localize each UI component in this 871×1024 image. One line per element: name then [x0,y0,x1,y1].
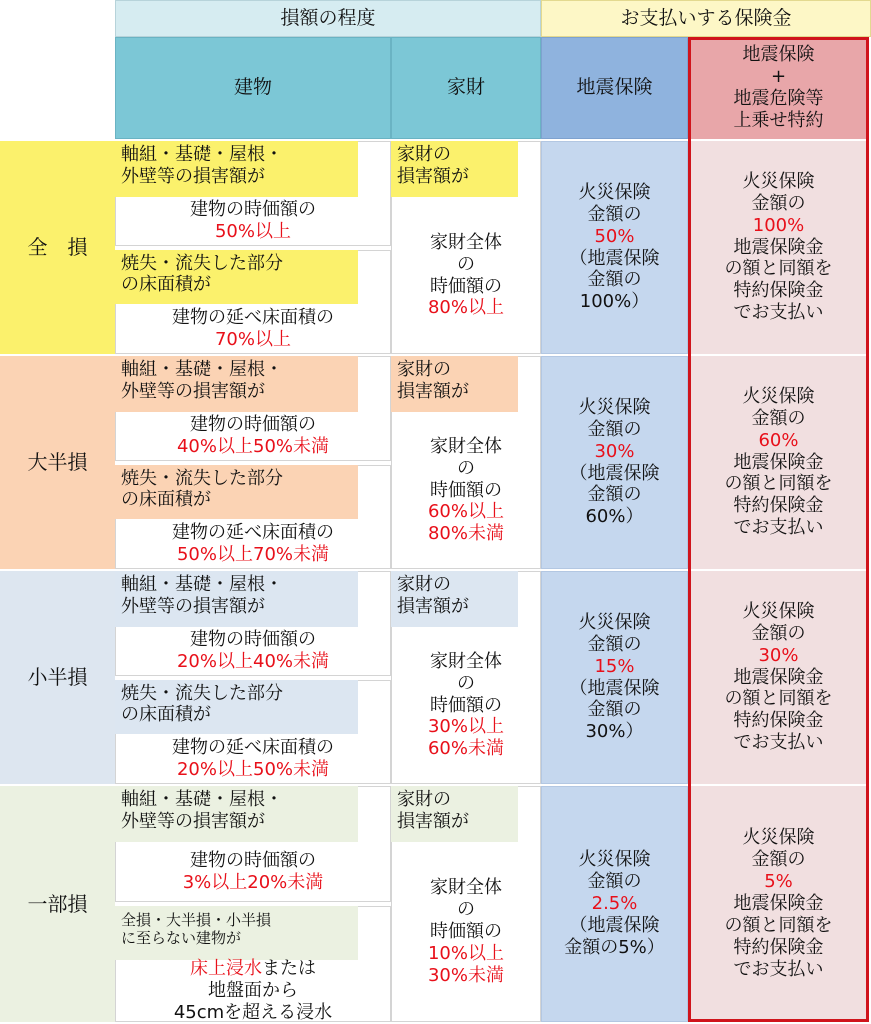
special-text: 火災保険 [742,385,815,407]
special-payment [688,356,869,569]
earthquake-note: （地震保険 [569,462,660,484]
earthquake-payment [541,356,688,569]
header-building-label: 建物 [233,76,272,99]
earthquake-payment [541,786,688,1022]
special-text: の額と同額を [724,473,833,495]
contents-range: 10%以上 [427,942,504,964]
earthquake-percent: 30% [594,440,635,462]
earthquake-percent: 2.5% [591,893,638,915]
contents-tag [391,356,518,412]
header-contents [391,37,541,139]
special-text: 特約保険金 [733,280,824,302]
special-percent: 5% [764,871,793,893]
contents-threshold [391,416,541,565]
contents-text: 時価額の [430,275,502,297]
contents-range: 60%以上 [427,501,504,523]
special-text: 地震保険金 [733,451,824,473]
tag-line: 軸組・基礎・屋根・ [121,574,283,595]
header-special-line: 地震危険等 [733,88,824,109]
threshold-range: 40%以上50%未満 [176,436,329,458]
earthquake-note: 60%） [585,506,644,528]
threshold-text: 建物の延べ床面積の [172,736,334,758]
contents-tag [391,571,518,627]
header-payment [541,0,871,37]
tag-line: 家財の [397,789,451,810]
earthquake-note: 金額の [587,484,642,506]
building-tag-2 [115,680,358,734]
building-threshold-1 [115,842,391,902]
contents-text: の [457,672,475,694]
header-contents-label: 家財 [446,76,485,99]
contents-text: 家財全体 [430,231,502,253]
contents-text: の [457,899,475,921]
earthquake-note: 30%） [585,721,644,743]
grade-cell [0,571,115,784]
tag-line: 損害額が [397,810,469,832]
special-text: でお支払い [733,732,824,754]
special-text: 地震保険金 [733,236,824,258]
building-threshold-2 [115,734,391,785]
special-text: でお支払い [733,517,824,539]
contents-range: 80%以上 [427,297,504,319]
grade-label: 全 損 [27,235,88,260]
tag-line: 外壁等の損害額が [121,165,265,187]
grade-cell [0,786,115,1022]
threshold-range: 3%以上20%未満 [182,872,324,893]
header-special [688,37,869,139]
special-payment [688,786,869,1022]
earthquake-note: （地震保険 [569,914,660,936]
threshold-text: 45cmを超える浸水 [173,1001,333,1023]
grade-cell [0,141,115,354]
threshold-text: 建物の時価額の [190,414,316,436]
special-text: の額と同額を [724,914,833,936]
threshold-range: 20%以上50%未満 [176,758,329,780]
tag-line: の床面積が [121,274,211,296]
threshold-text: 建物の延べ床面積の [172,306,334,328]
special-payment [688,141,869,354]
building-tag-2 [115,906,358,960]
threshold-text: 建物の延べ床面積の [172,521,334,543]
tag-line: に至らない建物が [121,929,242,948]
building-threshold-2 [115,960,391,1022]
earthquake-percent: 50% [594,225,635,247]
special-text: 特約保険金 [733,710,824,732]
header-earthquake [541,37,688,139]
contents-tag [391,141,518,197]
contents-text: 家財全体 [430,877,502,899]
grade-label: 一部損 [27,891,88,916]
special-text: 特約保険金 [733,495,824,517]
contents-text: 時価額の [430,694,502,716]
tag-line: の床面積が [121,489,211,511]
grade-cell [0,356,115,569]
tag-line: 軸組・基礎・屋根・ [121,144,283,165]
tag-line: の床面積が [121,704,211,726]
grade-label: 大半損 [27,450,88,475]
special-text: 金額の [751,622,806,644]
contents-text: 家財全体 [430,650,502,672]
grade-label: 小半損 [27,665,88,690]
threshold-range: 50%以上 [214,221,291,243]
earthquake-text: 金額の [587,871,642,893]
special-text: 金額の [751,192,806,214]
building-tag-2 [115,250,358,304]
building-tag-1 [115,571,358,627]
contents-tag [391,786,518,842]
threshold-text: 建物の時価額の [190,850,316,872]
tag-line: 損害額が [397,165,469,187]
header-damage-degree [115,0,541,37]
special-text: 火災保険 [742,827,815,849]
building-threshold-2 [115,519,391,570]
earthquake-text: 火災保険 [578,396,651,418]
threshold-text: 建物の時価額の [190,199,316,221]
threshold-connector: または [262,958,316,980]
building-tag-2 [115,465,358,519]
contents-range: 30%未満 [427,964,504,986]
building-threshold-1 [115,412,391,461]
threshold-text: 建物の時価額の [190,629,316,651]
special-text: 地震保険金 [733,666,824,688]
contents-text: 時価額の [430,479,502,501]
header-payment-label: お支払いする保険金 [620,6,792,29]
threshold-flood-term: 床上浸水 [190,958,262,980]
tag-line: 家財の [397,144,451,165]
building-threshold-2 [115,304,391,355]
earthquake-note: （地震保険 [569,677,660,699]
tag-line: 焼失・流失した部分 [121,252,283,274]
earthquake-percent: 15% [594,655,635,677]
contents-threshold [391,201,541,350]
earthquake-text: 火災保険 [578,611,651,633]
tag-line: 外壁等の損害額が [121,810,265,832]
special-text: 特約保険金 [733,936,824,958]
special-percent: 100% [752,214,805,236]
header-special-line: 上乗せ特約 [733,109,824,131]
earthquake-text: 金額の [587,418,642,440]
contents-range: 80%未満 [427,523,504,545]
tag-line: 焼失・流失した部分 [121,467,283,489]
earthquake-text: 火災保険 [578,849,651,871]
special-percent: 60% [758,429,799,451]
earthquake-text: 火災保険 [578,181,651,203]
special-text: 火災保険 [742,170,815,192]
header-special-line: + [770,66,787,88]
building-threshold-1 [115,627,391,676]
tag-line: 外壁等の損害額が [121,595,265,617]
tag-line: 家財の [397,359,451,380]
tag-line: 軸組・基礎・屋根・ [121,789,283,810]
special-text: 金額の [751,407,806,429]
header-damage-degree-label: 損額の程度 [280,6,376,29]
earthquake-payment [541,571,688,784]
threshold-range: 70%以上 [214,328,291,350]
building-tag-1 [115,786,358,842]
threshold-range: 50%以上70%未満 [176,543,329,565]
contents-text: の [457,457,475,479]
contents-text: 家財全体 [430,435,502,457]
special-text: の額と同額を [724,258,833,280]
tag-line: 焼失・流失した部分 [121,682,283,704]
earthquake-note: 100%） [579,291,650,313]
tag-line: 損害額が [397,595,469,617]
tag-line: 外壁等の損害額が [121,380,265,402]
contents-range: 60%未満 [427,738,504,760]
earthquake-note: 金額の [587,699,642,721]
contents-text: の [457,253,475,275]
earthquake-text: 金額の [587,203,642,225]
special-payment [688,571,869,784]
special-text: 火災保険 [742,600,815,622]
tag-line: 家財の [397,574,451,595]
contents-threshold [391,846,541,1018]
special-text: の額と同額を [724,688,833,710]
header-special-line: 地震保険 [742,44,815,66]
earthquake-payment [541,141,688,354]
earthquake-note: 金額の [587,269,642,291]
building-tag-1 [115,141,358,197]
special-text: でお支払い [733,302,824,324]
contents-threshold [391,631,541,780]
special-text: 地震保険金 [733,893,824,915]
threshold-text: 地盤面から [208,980,298,1002]
header-earthquake-label: 地震保険 [576,76,653,99]
tag-line: 全損・大半損・小半損 [121,911,272,929]
threshold-range: 20%以上40%未満 [176,651,329,673]
tag-line: 損害額が [397,380,469,402]
tag-line: 軸組・基礎・屋根・ [121,359,283,380]
special-text: でお支払い [733,958,824,980]
earthquake-note: （地震保険 [569,247,660,269]
building-tag-1 [115,356,358,412]
earthquake-text: 金額の [587,633,642,655]
contents-range: 30%以上 [427,716,504,738]
threshold-text [190,958,316,980]
building-threshold-1 [115,197,391,246]
header-building [115,37,391,139]
earthquake-note: 金額の5%） [564,936,665,958]
special-percent: 30% [758,644,799,666]
special-text: 金額の [751,849,806,871]
contents-text: 時価額の [430,921,502,943]
